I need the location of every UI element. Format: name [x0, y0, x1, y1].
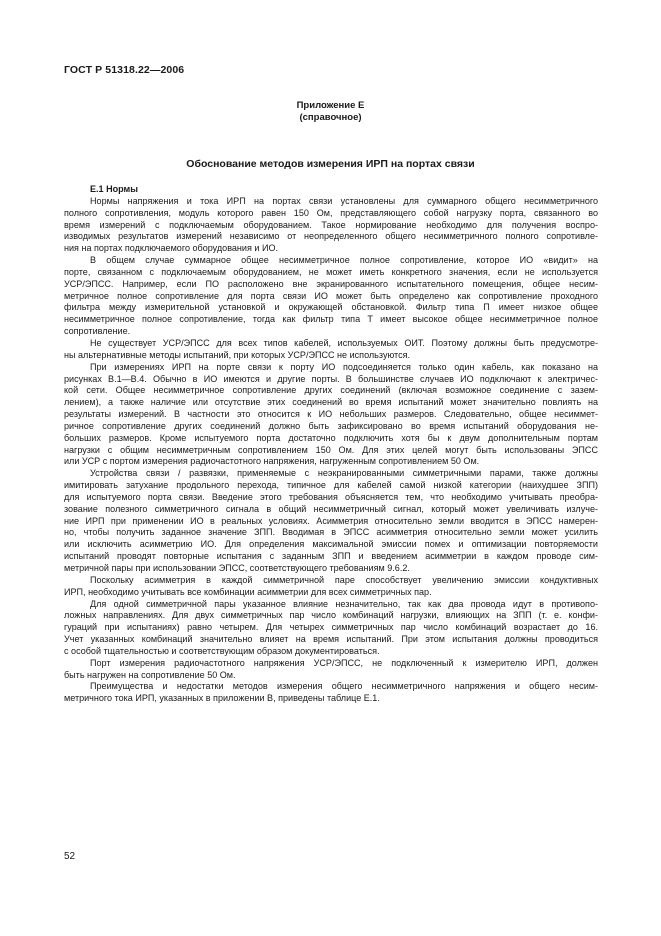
- appendix-subtitle: (справочное): [299, 112, 362, 123]
- text-line: При измерениях ИРП на порте связи к порту ИО подсоединяется только один кабель, как показано на: [90, 361, 598, 372]
- appendix-title: Приложение Е: [296, 100, 365, 111]
- text-line: ны альтернативные методы испытаний, при которых УСР/ЭПСС не используются.: [64, 349, 411, 360]
- text-line: но, чтобы получить заданное значение ЗПП. Вводимая в ЭПСС асимметрия относительно земли может усилить: [64, 527, 598, 538]
- text-line: ние ИРП при применении ИО в реальных условиях. Асимметрия относительно земли вводится в ЭПСС намерен-: [64, 515, 598, 526]
- paragraph: [64, 574, 598, 599]
- paragraph: [64, 195, 598, 255]
- text-line: испытаний проводят повторные испытания с заданным ЗПП и введением асимметрии в каждом проводе сим-: [64, 551, 598, 562]
- text-line: метричной пары при использовании ЭПСС, соответствующего требованиям 9.6.2.: [64, 563, 410, 573]
- text-line: больших размеров. Кроме испытуемого порта достаточно подключить хотя бы к двум дополнительным портам: [64, 432, 598, 443]
- text-line: УСР/ЭПСС. Например, если ПО расположено вне экранированного испытательного помещения, общее несим-: [64, 278, 598, 289]
- paragraph: [64, 255, 598, 338]
- text-line: ложных направлениях. Для двух симметричных пар число комбинаций нагрузки, влияющих на ЗПП (т. е. конфи-: [64, 610, 598, 621]
- paragraph: [64, 361, 598, 469]
- text-line: рисунках В.1—В.4. Обычно в ИО имеются и другие порты. В большинстве случаев ИО подключают к электричес-: [64, 373, 598, 384]
- appendix-heading: [0, 100, 661, 124]
- text-line: Не существует УСР/ЭПСС для всех типов кабелей, используемых ОИТ. Поэтому должны быть предусмотре-: [90, 337, 598, 348]
- text-line: несимметричное полное сопротивление, тогда как фильтр типа Т имеет высокое общее несимметричное полное: [64, 314, 598, 325]
- text-line: изводимых результатов измерений независимо от неопределенного общего несимметричного полного сопротивле-: [64, 231, 598, 242]
- text-line: В общем случае суммарное общее несимметричное полное сопротивление, которое ИО «видит» на: [90, 255, 598, 266]
- text-line: Порт измерения радиочастотного напряжения УСР/ЭПСС, не подключенный к измерителю ИРП, должен: [90, 657, 598, 668]
- text-line: нагрузки с общим несимметричным сопротивлением 150 Ом. Для этих целей могут быть использованы ЭПСС: [64, 444, 598, 455]
- text-line: Нормы напряжения и тока ИРП на портах связи установлены для суммарного общего несимметричного: [90, 195, 598, 206]
- text-line: кой сети. Общее несимметричное сопротивление других соединений (включая возможное соединение с зазем-: [64, 385, 598, 396]
- text-line: зование полезного симметричного сигнала в общий несимметричный сигнал, который может увеличивать излуче-: [64, 503, 598, 514]
- text-line: время измерений с подключаемым оборудованием. Такое нормирование необходимо для получения воспро-: [64, 219, 598, 230]
- paragraph: [64, 681, 598, 705]
- text-line: гураций при испытаниях) равно четырем. Для четырех симметричных пар число комбинаций возрастает до 16.: [64, 622, 598, 633]
- paragraph: [64, 468, 598, 575]
- text-line: сопротивление.: [64, 326, 131, 337]
- text-line: или исключить асимметрию ИО. Для определения максимальной эмиссии помех и оптимизации повторяемости: [64, 539, 598, 550]
- text-line: метричного тока ИРП, указанных в приложении В, приведены таблице Е.1.: [64, 693, 380, 704]
- text-line: результаты измерений. В частности это относится к ИО небольших размеров. Следовательно, общее несиммет-: [64, 409, 598, 420]
- paragraph: [64, 657, 598, 682]
- text-line: имитировать затухание продольного перехода, типичное для кабелей самой низкой категории (наихудшее ЗПП): [64, 480, 598, 491]
- text-line: с особой тщательностью и соответствующим образом документироваться.: [64, 645, 380, 656]
- text-line: быть нагружен на сопротивление 50 Ом.: [64, 669, 236, 680]
- text-line: Для одной симметричной пары указанное влияние незначительно, так как два провода идут в противопо-: [90, 598, 598, 609]
- text-line: или УСР с портом измерения радиочастотного напряжения, нагруженным сопротивлением 50 Ом.: [64, 456, 480, 467]
- text-line: метричное полное сопротивление для порта связи ИО может быть определено как сопротивление проходного: [64, 290, 598, 301]
- text-line: Устройства связи / развязки, применяемые с неэкранированными симметричными парами, также должны: [90, 468, 598, 479]
- text-line: Поскольку асимметрия в каждой симметричной паре способствует увеличению эмиссии кондуктивных: [90, 574, 598, 585]
- text-line: для испытуемого порта связи. Введение этого требования объясняется тем, что необходимо учитывать преобра-: [64, 491, 598, 502]
- text-line: ричное сопротивление других соединений должно быть зафиксировано во время испытаний оборудования не-: [64, 420, 598, 431]
- section-heading: Е.1 Нормы: [90, 184, 138, 194]
- text-line: ИРП, необходимо учитывать все комбинации асимметрии для всех симметричных пар.: [64, 586, 432, 597]
- page-number: 52: [64, 851, 76, 862]
- document-code: ГОСТ Р 51318.22—2006: [64, 64, 185, 76]
- paragraph: [64, 598, 598, 658]
- document-body: [64, 184, 598, 705]
- paragraph: [64, 337, 598, 362]
- text-line: лением), а также наличие или отсутствие этих соединений во время испытаний может значительно повлиять на: [64, 397, 598, 408]
- text-line: фильтра между измерительной установкой и окружающей обстановкой. Фильтр типа П имеет низкое общее: [64, 302, 598, 313]
- text-line: Преимущества и недостатки методов измерения общего несимметричного напряжения и общего несим-: [90, 681, 598, 692]
- document-title: Обоснование методов измерения ИРП на портах связи: [186, 158, 475, 170]
- text-line: порте, связанном с подключаемым оборудованием, не может иметь конкретного значения, если не используется: [64, 266, 598, 277]
- text-line: полного сопротивления, модуль которого равен 150 Ом, представляющего собой нагрузку порта, связанного во: [64, 207, 598, 218]
- text-line: ния на портах подключаемого оборудования и ИО.: [64, 243, 279, 254]
- text-line: Учет указанных комбинаций значительно влияет на время испытаний. При этом испытания должны проводиться: [64, 634, 598, 645]
